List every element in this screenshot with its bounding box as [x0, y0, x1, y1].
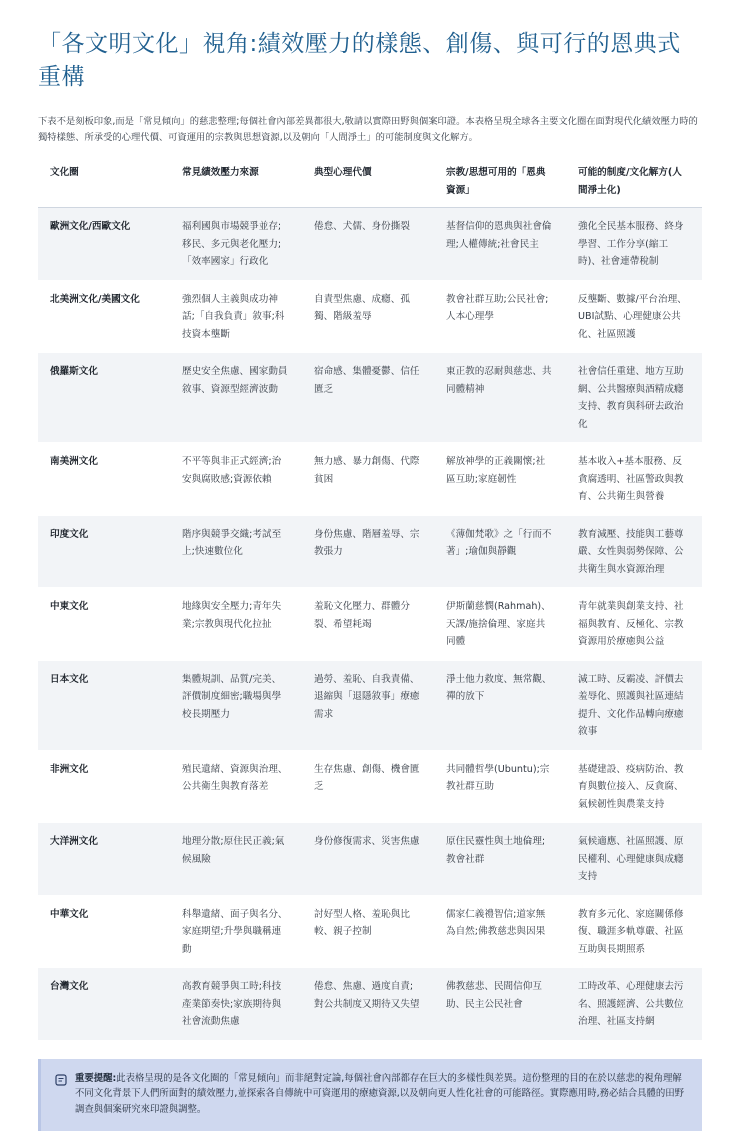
cell-solution: 青年就業與創業支持、社福與教育、反極化、宗教資源用於療癒與公益	[566, 588, 702, 661]
note-icon	[55, 1074, 67, 1086]
cell-solution: 強化全民基本服務、終身學習、工作分享(縮工時)、社會連帶稅制	[566, 208, 702, 281]
cell-grace-resource: 淨土他力救度、無常觀、禪的放下	[434, 660, 566, 750]
cell-grace-resource: 原住民靈性與土地倫理;教會社群	[434, 823, 566, 896]
cell-grace-resource: 儒家仁義禮智信;道家無為自然;佛教慈悲與因果	[434, 895, 566, 968]
cell-grace-resource: 共同體哲學(Ubuntu);宗教社群互助	[434, 750, 566, 823]
cell-grace-resource: 東正教的忍耐與慈悲、共同體精神	[434, 353, 566, 443]
page-title: 「各文明文化」視角:績效壓力的樣態、創傷、與可行的恩典式重構	[38, 28, 702, 94]
cell-region: 俄羅斯文化	[38, 353, 170, 443]
culture-table	[38, 156, 702, 1041]
cell-region: 中東文化	[38, 588, 170, 661]
cell-solution: 反壟斷、數據/平台治理、UBI試點、心理健康公共化、社區照護	[566, 280, 702, 353]
cell-solution: 教育多元化、家庭關係修復、職涯多軌尊嚴、社區互助與長期照系	[566, 895, 702, 968]
table-row	[38, 968, 702, 1041]
cell-region: 台灣文化	[38, 968, 170, 1041]
cell-solution: 減工時、反霸凌、評價去羞辱化、照護與社區連結提升、文化作品轉向療癒敘事	[566, 660, 702, 750]
table-body	[38, 208, 702, 1041]
header-pressure-source: 常見績效壓力來源	[170, 156, 302, 208]
cell-region: 日本文化	[38, 660, 170, 750]
cell-grace-resource: 教會社群互助;公民社會;人本心理學	[434, 280, 566, 353]
cell-solution: 社會信任重建、地方互助網、公共醫療與酒精成癮支持、教育與科研去政治化	[566, 353, 702, 443]
cell-pressure-source: 階序與競爭交織;考試至上;快速數位化	[170, 515, 302, 588]
cell-psych-cost: 無力感、暴力創傷、代際貧困	[302, 443, 434, 516]
table-header-row	[38, 156, 702, 208]
cell-grace-resource: 佛教慈悲、民間信仰互助、民主公民社會	[434, 968, 566, 1041]
table-row	[38, 353, 702, 443]
cell-psych-cost: 生存焦慮、創傷、機會匱乏	[302, 750, 434, 823]
cell-pressure-source: 科舉遺緒、面子與名分、家庭期望;升學與職稱連動	[170, 895, 302, 968]
note-text	[75, 1071, 686, 1118]
cell-psych-cost: 討好型人格、羞恥與比較、親子控制	[302, 895, 434, 968]
header-psych-cost: 典型心理代價	[302, 156, 434, 208]
cell-solution: 教育減壓、技能與工藝尊嚴、女性與弱勢保障、公共衛生與水資源治理	[566, 515, 702, 588]
note-body: 此表格呈現的是各文化圈的「常見傾向」而非絕對定論,每個社會內部都存在巨大的多樣性與差異。這份整理的目的在於以慈悲的視角理解不同文化背景下人們所面對的績效壓力,並探索各自傳統中可資運用的療癒資源,以及朝向更人性化社會的可能路徑。實際應用時,務必結合具體的田野調查與個案研究來印證與調整。	[75, 1073, 684, 1115]
cell-solution: 氣候適應、社區照護、原民權利、心理健康與成癮支持	[566, 823, 702, 896]
header-solution: 可能的制度/文化解方(人間淨土化)	[566, 156, 702, 208]
cell-pressure-source: 不平等與非正式經濟;治安與腐敗感;資源依賴	[170, 443, 302, 516]
note-label: 重要提醒:	[75, 1073, 116, 1084]
cell-grace-resource: 基督信仰的恩典與社會倫理;人權傳統;社會民主	[434, 208, 566, 281]
cell-grace-resource: 《薄伽梵歌》之「行而不著」;瑜伽與靜觀	[434, 515, 566, 588]
table-row	[38, 895, 702, 968]
cell-grace-resource: 解放神學的正義關懷;社區互助;家庭韌性	[434, 443, 566, 516]
cell-region: 大洋洲文化	[38, 823, 170, 896]
cell-psych-cost: 身份修復需求、災害焦慮	[302, 823, 434, 896]
cell-solution: 基本收入+基本服務、反貪腐透明、社區警政與教育、公共衛生與營養	[566, 443, 702, 516]
table-row	[38, 280, 702, 353]
cell-pressure-source: 強烈個人主義與成功神話;「自我負責」敘事;科技資本壟斷	[170, 280, 302, 353]
cell-pressure-source: 地理分散;原住民正義;氣候風險	[170, 823, 302, 896]
table-row	[38, 823, 702, 896]
cell-pressure-source: 歷史安全焦慮、國家動員敘事、資源型經濟波動	[170, 353, 302, 443]
cell-pressure-source: 集體規訓、品質/完美、評價制度細密;職場與學校長期壓力	[170, 660, 302, 750]
table-row	[38, 588, 702, 661]
cell-pressure-source: 福利國與市場競爭並存;移民、多元與老化壓力;「效率國家」行政化	[170, 208, 302, 281]
table-row	[38, 750, 702, 823]
cell-psych-cost: 過勞、羞恥、自我責備、退縮與「退隱敘事」療癒需求	[302, 660, 434, 750]
cell-region: 中華文化	[38, 895, 170, 968]
cell-psych-cost: 宿命感、集體憂鬱、信任匱乏	[302, 353, 434, 443]
important-note	[38, 1059, 702, 1131]
cell-psych-cost: 羞恥文化壓力、群體分裂、希望耗竭	[302, 588, 434, 661]
cell-psych-cost: 倦怠、犬儒、身份撕裂	[302, 208, 434, 281]
cell-region: 歐洲文化/西歐文化	[38, 208, 170, 281]
intro-paragraph: 下表不是刻板印象,而是「常見傾向」的慈悲整理;每個社會內部差異都很大,敬請以實際田野與個案印證。本表格呈現全球各主要文化圈在面對現代化績效壓力時的獨特樣態、所承受的心理代價、可資運用的宗教與思想資源,以及朝向「人間淨土」的可能制度與文化解方。	[38, 114, 702, 146]
cell-pressure-source: 地緣與安全壓力;青年失業;宗教與現代化拉扯	[170, 588, 302, 661]
cell-region: 非洲文化	[38, 750, 170, 823]
cell-psych-cost: 身份焦慮、階層羞辱、宗教張力	[302, 515, 434, 588]
cell-solution: 基礎建設、疫病防治、教育與數位接入、反貪腐、氣候韌性與農業支持	[566, 750, 702, 823]
header-region: 文化圈	[38, 156, 170, 208]
table-row	[38, 208, 702, 281]
cell-solution: 工時改革、心理健康去污名、照護經濟、公共數位治理、社區支持網	[566, 968, 702, 1041]
header-grace-resource: 宗教/思想可用的「恩典資源」	[434, 156, 566, 208]
table-row	[38, 515, 702, 588]
cell-region: 印度文化	[38, 515, 170, 588]
cell-psych-cost: 倦怠、焦慮、過度自責;對公共制度又期待又失望	[302, 968, 434, 1041]
cell-pressure-source: 殖民遺緒、資源與治理、公共衛生與教育落差	[170, 750, 302, 823]
table-row	[38, 443, 702, 516]
cell-grace-resource: 伊斯蘭慈憫(Rahmah)、天課/施捨倫理、家庭共同體	[434, 588, 566, 661]
cell-psych-cost: 自責型焦慮、成癮、孤獨、階級羞辱	[302, 280, 434, 353]
cell-region: 北美洲文化/美國文化	[38, 280, 170, 353]
table-row	[38, 660, 702, 750]
cell-region: 南美洲文化	[38, 443, 170, 516]
cell-pressure-source: 高教育競爭與工時;科技產業節奏快;家族期待與社會流動焦慮	[170, 968, 302, 1041]
